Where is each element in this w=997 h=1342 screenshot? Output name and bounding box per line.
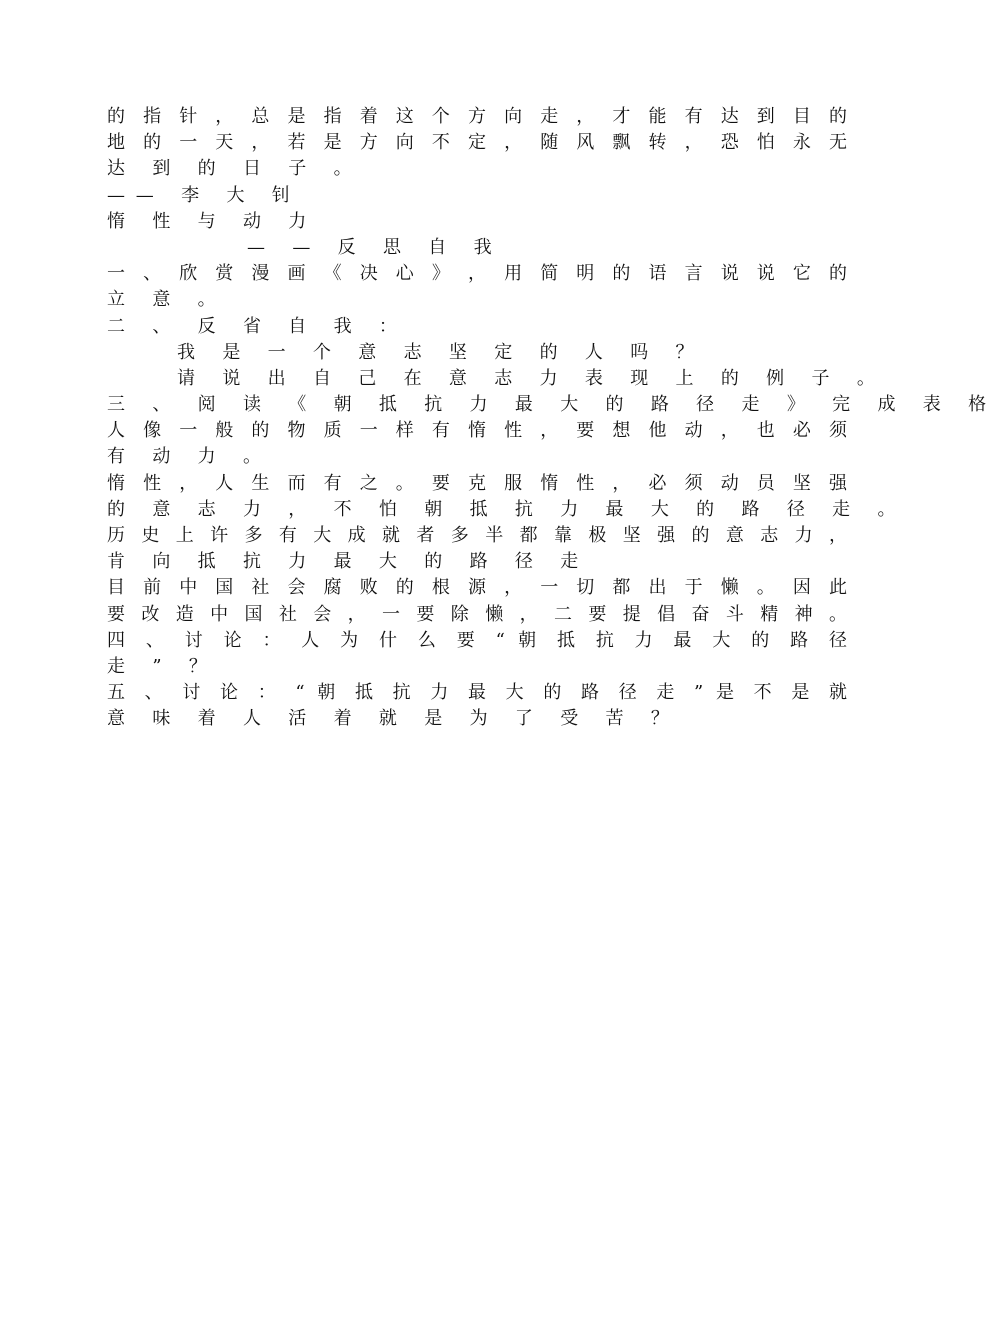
text-line: 历 史 上 许 多 有 大 成 就 者 多 半 都 靠 极 坚 强 的 意 志 力 ，	[107, 525, 847, 546]
text-line: 地 的 一 天 ， 若 是 方 向 不 定 ， 随 风 飘 转 ， 恐 怕 永 无	[107, 132, 847, 154]
section-subtitle: — — 反 思 自 我	[247, 236, 503, 258]
text-line: 走 ” ？	[107, 655, 218, 677]
text-line: 一 、 欣 赏 漫 画 《 决 心 》 ， 用 简 明 的 语 言 说 说 它 的	[107, 263, 847, 285]
text-line: 人 像 一 般 的 物 质 一 样 有 惰 性 ， 要 想 他 动 ， 也 必 须	[107, 420, 847, 442]
text-line: 意 味 着 人 活 着 就 是 为 了 受 苦 ？	[107, 708, 680, 730]
text-line: 肯 向 抵 抗 力 最 大 的 路 径 走	[107, 551, 590, 573]
text-line: 四 、 讨 论 ： 人 为 什 么 要 “ 朝 抵 抗 力 最 大 的 路 径	[107, 629, 847, 651]
text-line: 三 、 阅 读 《 朝 抵 抗 力 最 大 的 路 径 走 》 完 成 表 格	[107, 394, 997, 416]
text-line: 五 、 讨 论 ： “ 朝 抵 抗 力 最 大 的 路 径 走 ” 是 不 是 就	[107, 682, 847, 704]
text-line: 二 、 反 省 自 我 ：	[107, 315, 408, 337]
text-line: 的 指 针 ， 总 是 指 着 这 个 方 向 走 ， 才 能 有 达 到 目 的	[107, 106, 847, 127]
text-line: 我 是 一 个 意 志 坚 定 的 人 吗 ？	[177, 341, 705, 363]
text-line: 有 动 力 。	[107, 446, 272, 468]
text-line: 要 改 造 中 国 社 会 ， 一 要 除 懒 ， 二 要 提 倡 奋 斗 精 神 。	[107, 603, 847, 625]
text-line: 的 意 志 力 ， 不 怕 朝 抵 抗 力 最 大 的 路 径 走 。	[107, 498, 907, 520]
text-line: 达 到 的 日 子 。	[107, 158, 363, 180]
text-line: 目 前 中 国 社 会 腐 败 的 根 源 ， 一 切 都 出 于 懒 。 因 此	[107, 577, 847, 599]
text-line: 惰 性 ， 人 生 而 有 之 。 要 克 服 惰 性 ， 必 须 动 员 坚 强	[107, 472, 847, 494]
document-page	[107, 104, 997, 733]
text-line: 立 意 。	[107, 289, 227, 311]
section-title: 惰 性 与 动 力	[107, 210, 318, 232]
text-line: 请 说 出 自 己 在 意 志 力 表 现 上 的 例 子 。	[177, 367, 886, 389]
quote-attribution: —— 李 大 钊	[107, 184, 301, 206]
